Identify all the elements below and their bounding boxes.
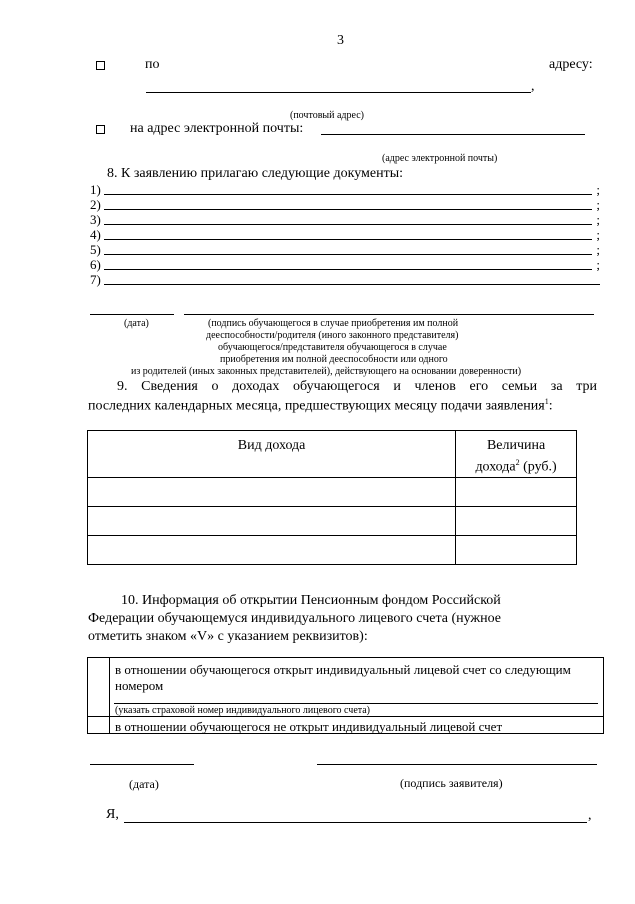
document-end: ; <box>596 227 600 242</box>
document-line-1[interactable] <box>90 182 600 197</box>
signature-line-1[interactable] <box>184 314 594 315</box>
postal-caption: (почтовый адрес) <box>290 110 364 121</box>
document-number: 6) <box>90 257 101 272</box>
account-open-text-line2: номером <box>115 678 164 693</box>
document-line-3[interactable] <box>90 212 600 227</box>
document-number: 1) <box>90 182 101 197</box>
document-line-5[interactable] <box>90 242 600 257</box>
email-caption: (адрес электронной почты) <box>382 153 498 164</box>
footnote-1: 1 <box>544 397 549 406</box>
section10-line1: 10. Информация об открытии Пенсионным фондом Российской <box>121 593 501 608</box>
document-end: ; <box>596 242 600 257</box>
postal-checkbox[interactable] <box>96 61 105 70</box>
document-number: 5) <box>90 242 101 257</box>
income-type-header: Вид дохода <box>88 431 456 478</box>
table-row <box>88 507 577 536</box>
signature-caption-line: (подпись обучающегося в случае приобретения им полной <box>208 318 459 329</box>
signature-caption-line: приобретения им полной дееспособности или одного <box>220 354 448 365</box>
section10-line2: Федерации обучающемуся индивидуального лицевого счета (нужное <box>88 611 501 626</box>
income-amount-cell[interactable] <box>456 536 577 565</box>
applicant-name-line[interactable] <box>124 822 587 823</box>
income-amount-header-line2: дохода <box>475 459 516 475</box>
account-open-checkbox[interactable] <box>88 658 109 716</box>
postal-suffix: адресу: <box>549 57 593 72</box>
date-line-2[interactable] <box>90 764 194 765</box>
document-end: ; <box>596 212 600 227</box>
document-line-2[interactable] <box>90 197 600 212</box>
applicant-signature-line[interactable] <box>317 764 597 765</box>
section8-heading: 8. К заявлению прилагаю следующие документы: <box>107 166 404 181</box>
section9-line2-text: последних календарных месяца, предшествующих месяцу подачи заявления <box>88 398 545 414</box>
section9-line2 <box>88 397 553 415</box>
table-row <box>88 536 577 565</box>
account-open-text-line1: в отношении обучающегося открыт индивидуальный лицевой счет со следующим <box>115 662 571 677</box>
page-number: 3 <box>337 33 344 48</box>
income-amount-header-line1: Величина <box>486 438 546 453</box>
income-type-cell[interactable] <box>88 536 456 565</box>
postal-address-line[interactable] <box>146 92 531 93</box>
document-end: ; <box>596 197 600 212</box>
document-end: ; <box>596 182 600 197</box>
document-number: 3) <box>90 212 101 227</box>
date-caption-2: (дата) <box>129 777 159 791</box>
document-number: 2) <box>90 197 101 212</box>
applicant-signature-caption: (подпись заявителя) <box>400 776 503 790</box>
pension-account-box <box>87 657 604 734</box>
email-checkbox[interactable] <box>96 125 105 134</box>
account-not-open-checkbox[interactable] <box>88 717 109 733</box>
account-not-open-text: в отношении обучающегося не открыт индивидуальный лицевой счет <box>115 719 503 734</box>
income-amount-header <box>456 431 577 478</box>
postal-comma: , <box>531 79 535 94</box>
signature-caption-line: из родителей (иных законных представителей), действующего на основании доверенности) <box>131 366 522 377</box>
section10-line3: отметить знаком «V» с указанием реквизитов): <box>88 629 368 644</box>
final-prefix: Я, <box>106 807 119 822</box>
account-number-caption: (указать страховой номер индивидуального лицевого счета) <box>115 705 371 716</box>
signature-caption-line: дееспособности/родителя (иного законного представителя) <box>206 330 459 341</box>
final-suffix: , <box>588 808 592 823</box>
section9-line2-end: : <box>548 398 553 414</box>
date-line-1[interactable] <box>90 314 174 315</box>
income-amount-cell[interactable] <box>456 507 577 536</box>
footnote-2: 2 <box>515 458 520 467</box>
income-type-cell[interactable] <box>88 478 456 507</box>
document-line-4[interactable] <box>90 227 600 242</box>
document-line-7[interactable] <box>90 272 600 287</box>
document-number: 4) <box>90 227 101 242</box>
email-address-line[interactable] <box>321 134 585 135</box>
income-amount-header-unit: (руб.) <box>519 459 557 475</box>
signature-caption-line: обучающегося/представителя обучающегося в случае <box>218 342 447 353</box>
date-caption-1: (дата) <box>124 318 149 329</box>
document-line-6[interactable] <box>90 257 600 272</box>
email-label: на адрес электронной почты: <box>130 121 304 136</box>
income-amount-cell[interactable] <box>456 478 577 507</box>
income-type-cell[interactable] <box>88 507 456 536</box>
document-end: ; <box>596 257 600 272</box>
document-number: 7) <box>90 272 101 287</box>
section9-line1: 9. Сведения о доходах обучающегося и членов его семьи за три <box>117 379 597 394</box>
account-number-line[interactable] <box>114 703 598 704</box>
table-row <box>88 478 577 507</box>
income-table <box>87 430 577 565</box>
postal-prefix: по <box>145 57 160 72</box>
